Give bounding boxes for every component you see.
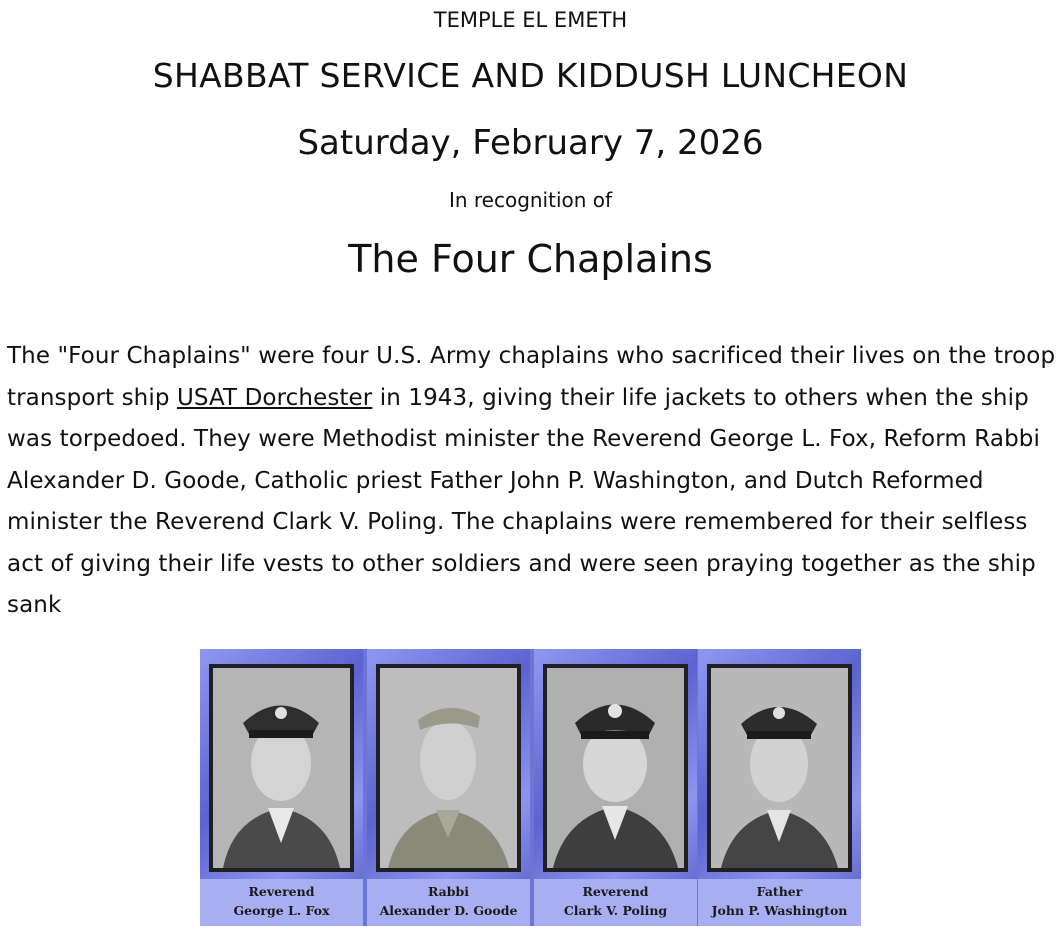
portrait-frame: [376, 664, 521, 872]
event-title: SHABBAT SERVICE AND KIDDUSH LUNCHEON: [152, 56, 909, 95]
chaplains-photo-strip: [200, 649, 861, 926]
chaplain-panel-4: [698, 649, 861, 926]
chaplain-panel-1: [200, 649, 363, 926]
portrait-frame: [209, 664, 354, 872]
chaplain-name: Clark V. Poling: [563, 903, 668, 918]
chaplain-panel-3: [534, 649, 697, 926]
chaplain-name: John P. Washington: [711, 903, 848, 918]
honoree-heading: The Four Chaplains: [348, 237, 713, 281]
portrait-officer-cap: [547, 668, 684, 868]
portrait-garrison-cap: [380, 668, 517, 868]
event-date: Saturday, February 7, 2026: [297, 123, 764, 163]
chaplain-caption: [200, 879, 363, 926]
chaplain-title: Father: [756, 884, 803, 899]
chaplain-name: George L. Fox: [233, 903, 330, 918]
portrait-frame: [543, 664, 688, 872]
description-paragraph: [7, 336, 1057, 627]
portrait-officer-cap: [213, 668, 350, 868]
portrait-frame: [707, 664, 852, 872]
recognition-line: In recognition of: [448, 188, 613, 212]
usat-dorchester-link[interactable]: USAT Dorchester: [176, 384, 373, 411]
chaplain-title: Reverend: [248, 884, 315, 899]
chaplain-title: Reverend: [582, 884, 649, 899]
portrait-officer-cap: [711, 668, 848, 868]
chaplain-caption: [534, 879, 697, 926]
chaplain-caption: [367, 879, 530, 926]
chaplain-title: Rabbi: [427, 884, 469, 899]
chaplain-caption: [698, 879, 861, 926]
chaplain-name: Alexander D. Goode: [379, 903, 518, 918]
organization-name: TEMPLE EL EMETH: [433, 8, 628, 32]
description-part-2: in 1943, giving their life jackets to others when the ship was torpedoed. They were Methodist minister the Reverend George L. Fox, Reform Rabbi Alexander D. Goode, Catholic priest Father John P. Washington, and Dutch Reformed minister the Reverend Clark V. Poling. The chaplains were remembered for their selfless act of giving their life vests to other soldiers and were seen praying together as the ship sank: [7, 384, 1040, 618]
description-part-1: The "Four Chaplains" were four U.S. Army chaplains who sacrificed their lives on the troop transport ship: [7, 343, 1056, 411]
chaplain-panel-2: [367, 649, 530, 926]
